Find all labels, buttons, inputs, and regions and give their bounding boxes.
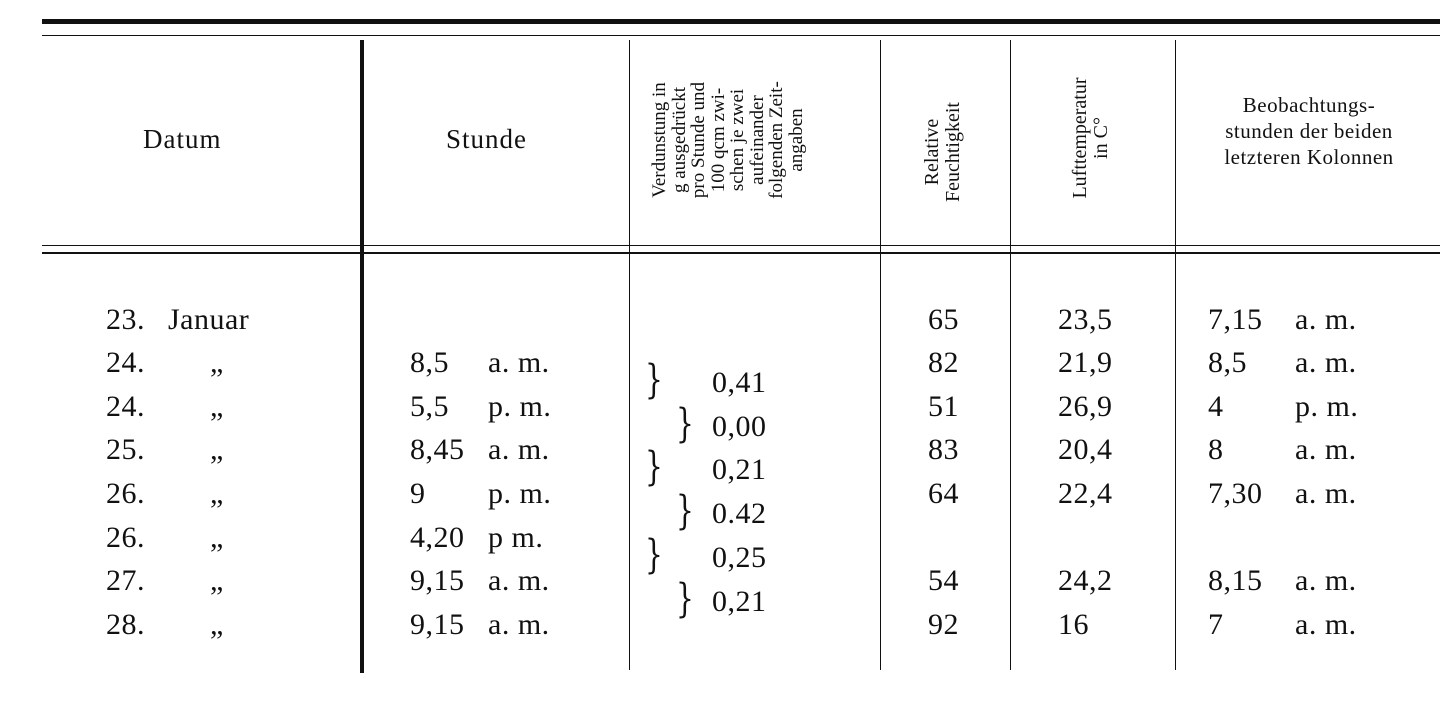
cell-feuchtigkeit: 82	[928, 346, 959, 379]
cell-beob-time: 8,5	[1208, 346, 1247, 379]
header-feuchtigkeit: Relative Feuchtigkeit	[921, 102, 964, 202]
top-rule-thin	[42, 35, 1440, 36]
evaporation-value: 0,21	[712, 585, 767, 618]
cell-feuchtigkeit: 92	[928, 608, 959, 641]
cell-stunde-ampm: p. m.	[488, 477, 552, 510]
cell-feuchtigkeit: 65	[928, 303, 959, 336]
cell-temperatur: 20,4	[1058, 433, 1113, 466]
cell-datum-month: „	[210, 608, 224, 641]
column-rule-feuchtigkeit	[1010, 40, 1011, 670]
cell-beob-time: 7	[1208, 608, 1224, 641]
cell-beob-time: 8,15	[1208, 564, 1263, 597]
cell-datum-day: 23.	[106, 303, 145, 336]
cell-datum-day: 27.	[106, 564, 145, 597]
cell-stunde-time: 9,15	[410, 564, 465, 597]
cell-stunde-time: 4,20	[410, 521, 465, 554]
evaporation-value: 0.42	[712, 497, 767, 530]
cell-beob-time: 8	[1208, 433, 1224, 466]
brace-mark: }	[645, 357, 663, 403]
cell-temperatur: 23,5	[1058, 303, 1113, 336]
cell-feuchtigkeit: 51	[928, 390, 959, 423]
header-stunde: Stunde	[446, 124, 528, 154]
cell-beob-ampm: a. m.	[1295, 608, 1357, 641]
cell-beob-time: 7,15	[1208, 303, 1263, 336]
cell-stunde-ampm: a. m.	[488, 608, 550, 641]
evaporation-value: 0,25	[712, 541, 767, 574]
header-datum: Datum	[143, 124, 222, 154]
top-rule-thick	[42, 19, 1440, 24]
cell-stunde-ampm: a. m.	[488, 564, 550, 597]
cell-beob-ampm: a. m.	[1295, 564, 1357, 597]
cell-datum-month: „	[210, 433, 224, 466]
cell-feuchtigkeit: 64	[928, 477, 959, 510]
cell-stunde-ampm: p. m.	[488, 390, 552, 423]
cell-feuchtigkeit: 54	[928, 564, 959, 597]
cell-temperatur: 22,4	[1058, 477, 1113, 510]
cell-stunde-ampm: a. m.	[488, 433, 550, 466]
cell-temperatur: 21,9	[1058, 346, 1113, 379]
cell-stunde-ampm: p m.	[488, 521, 544, 554]
cell-datum-month: „	[210, 521, 224, 554]
evaporation-value: 0,21	[712, 453, 767, 486]
cell-temperatur: 24,2	[1058, 564, 1113, 597]
header-rule-1	[42, 245, 1440, 246]
brace-mark: }	[645, 532, 663, 578]
cell-stunde-time: 9,15	[410, 608, 465, 641]
header-temperatur: Lufttemperatur in C°	[1069, 77, 1112, 199]
brace-mark: }	[676, 488, 694, 534]
cell-datum-day: 24.	[106, 346, 145, 379]
header-verdunstung: Verdunstung in g ausgedrückt pro Stunde und 100 qcm zwi- schen je zwei aufeinander folgenden Zeit- angaben	[649, 81, 807, 199]
column-rule-datum	[360, 40, 364, 673]
brace-mark: }	[676, 401, 694, 447]
column-rule-verdunstung	[880, 40, 881, 670]
cell-stunde-time: 8,5	[410, 346, 449, 379]
cell-datum-month: „	[210, 564, 224, 597]
cell-beob-time: 7,30	[1208, 477, 1263, 510]
cell-beob-ampm: p. m.	[1295, 390, 1359, 423]
cell-stunde-time: 5,5	[410, 390, 449, 423]
cell-beob-ampm: a. m.	[1295, 346, 1357, 379]
cell-datum-month: Januar	[168, 303, 250, 336]
cell-datum-day: 24.	[106, 390, 145, 423]
header-beobachtung: Beobachtungs- stunden der beiden letzteren Kolonnen	[1224, 93, 1394, 169]
cell-datum-month: „	[210, 477, 224, 510]
cell-stunde-time: 9	[410, 477, 426, 510]
brace-mark: }	[645, 444, 663, 490]
cell-beob-ampm: a. m.	[1295, 303, 1357, 336]
cell-beob-ampm: a. m.	[1295, 433, 1357, 466]
cell-datum-day: 26.	[106, 477, 145, 510]
column-rule-stunde	[629, 40, 630, 670]
evaporation-value: 0,00	[712, 410, 767, 443]
cell-beob-time: 4	[1208, 390, 1224, 423]
cell-stunde-time: 8,45	[410, 433, 465, 466]
evaporation-value: 0,41	[712, 366, 767, 399]
cell-beob-ampm: a. m.	[1295, 477, 1357, 510]
cell-feuchtigkeit: 83	[928, 433, 959, 466]
cell-temperatur: 26,9	[1058, 390, 1113, 423]
cell-datum-month: „	[210, 346, 224, 379]
cell-stunde-ampm: a. m.	[488, 346, 550, 379]
cell-datum-month: „	[210, 390, 224, 423]
header-rule-2	[42, 252, 1440, 254]
cell-datum-day: 26.	[106, 521, 145, 554]
cell-datum-day: 28.	[106, 608, 145, 641]
cell-datum-day: 25.	[106, 433, 145, 466]
column-rule-temperatur	[1175, 40, 1176, 670]
cell-temperatur: 16	[1058, 608, 1089, 641]
brace-mark: }	[676, 576, 694, 622]
